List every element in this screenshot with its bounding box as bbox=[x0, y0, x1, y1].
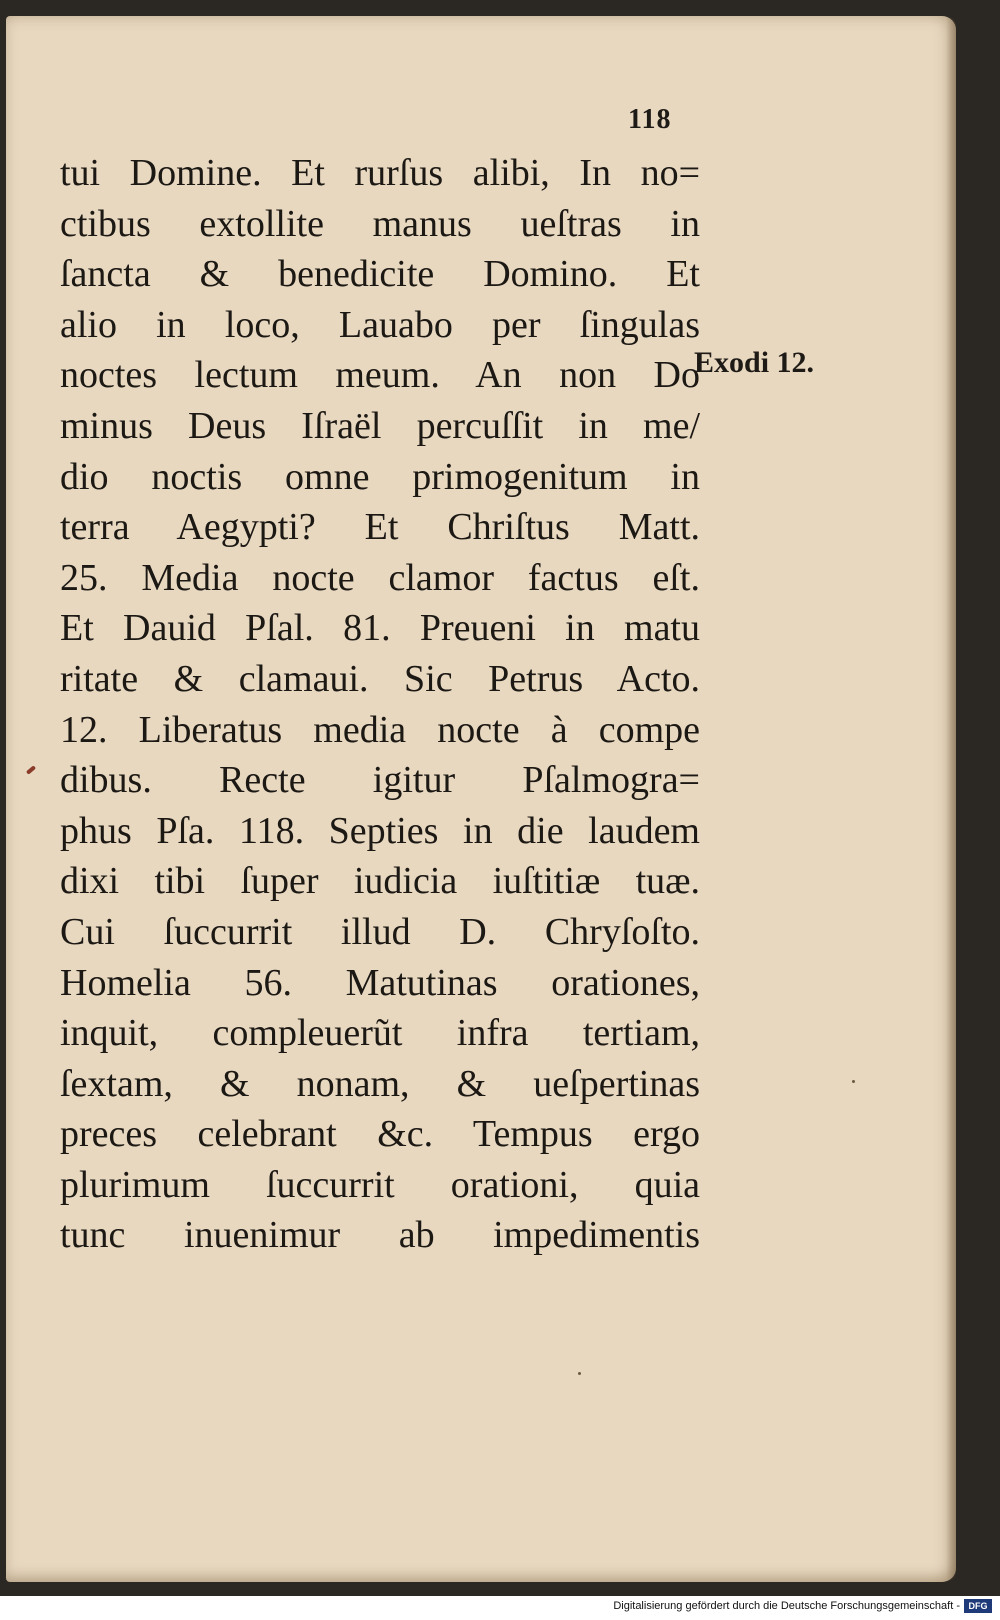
margin-note: Exodi 12. bbox=[694, 346, 815, 379]
text-line: tui Domine. Et rurſus alibi, In no= bbox=[60, 152, 700, 194]
text-line: noctes lectum meum. An non Do bbox=[60, 354, 700, 397]
text-line: Cui ſuccurrit illud D. Chryſoſto. bbox=[60, 910, 700, 953]
text-line: tunc inuenimur ab impedimentis bbox=[60, 1214, 700, 1257]
text-line: ſancta & benedicite Domino. Et bbox=[60, 253, 700, 296]
page-number: 118 bbox=[628, 104, 672, 135]
text-line: 25. Media nocte clamor factus eſt. bbox=[60, 556, 700, 599]
text-line: inquit, compleuerũt infra tertiam, bbox=[60, 1012, 700, 1055]
body-text bbox=[60, 148, 700, 1261]
text-line: ctibus extollite manus ueſtras in bbox=[60, 202, 700, 245]
text-line: alio in loco, Lauabo per ſingulas bbox=[60, 303, 700, 346]
page-edge-shadow bbox=[946, 16, 956, 1582]
paper-speck bbox=[852, 1080, 855, 1083]
dfg-logo: DFG bbox=[964, 1599, 992, 1613]
paper-speck bbox=[578, 1372, 581, 1375]
text-line: ritate & clamaui. Sic Petrus Acto. bbox=[60, 657, 700, 700]
text-line: ſextam, & nonam, & ueſpertinas bbox=[60, 1062, 700, 1105]
text-line: Homelia 56. Matutinas orationes, bbox=[60, 961, 700, 1004]
text-line: dio noctis omne primogenitum in bbox=[60, 455, 700, 498]
text-line: 12. Liberatus media nocte à compe bbox=[60, 708, 700, 751]
text-line: Et Dauid Pſal. 81. Preueni in matu bbox=[60, 607, 700, 650]
text-line: plurimum ſuccurrit orationi, quia bbox=[60, 1163, 700, 1206]
text-line: terra Aegypti? Et Chriſtus Matt. bbox=[60, 506, 700, 549]
text-line: dibus. Recte igitur Pſalmogra= bbox=[60, 759, 700, 802]
text-line: dixi tibi ſuper iudicia iuſtitiæ tuæ. bbox=[60, 860, 700, 903]
text-line: minus Deus Iſraël percuſſit in me/ bbox=[60, 404, 700, 447]
text-line: preces celebrant &c. Tempus ergo bbox=[60, 1113, 700, 1156]
funding-credit: Digitalisierung gefördert durch die Deutsche Forschungsgemeinschaft - bbox=[613, 1600, 960, 1612]
text-line: phus Pſa. 118. Septies in die laudem bbox=[60, 809, 700, 852]
